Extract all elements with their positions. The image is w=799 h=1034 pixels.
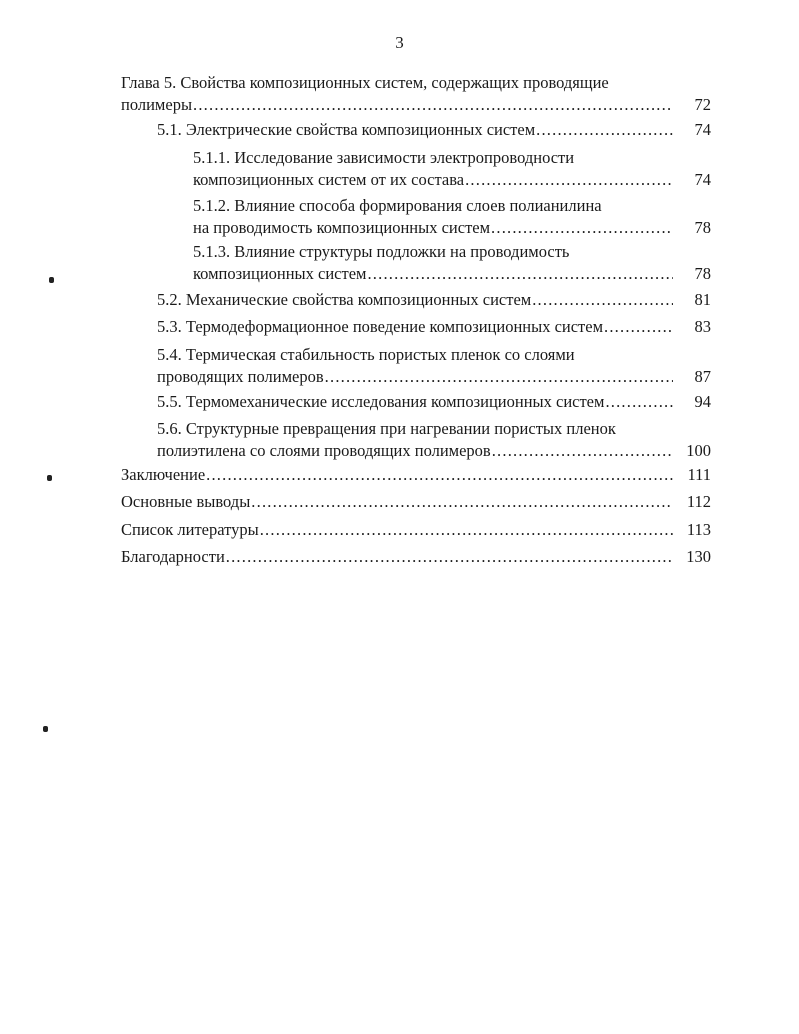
leader-dots xyxy=(260,519,673,541)
toc-entry-text: Заключение xyxy=(121,465,206,484)
leader-dots xyxy=(605,391,673,413)
leader-dots xyxy=(604,316,673,338)
toc-page-number: 78 xyxy=(694,264,711,283)
toc-entry-chapter-5[interactable] xyxy=(121,72,711,116)
toc-page-number: 78 xyxy=(694,218,711,237)
toc-entry-text: 5.2. Механические свойства композиционных систем xyxy=(157,290,532,309)
toc-entry-text: композиционных систем от их состава xyxy=(193,170,465,189)
toc-page-number: 74 xyxy=(694,120,711,139)
toc-entry-5-4[interactable] xyxy=(157,344,711,388)
toc-entry-5-2[interactable] xyxy=(157,289,711,311)
leader-dots xyxy=(492,440,673,462)
toc-entry-text: Благодарности xyxy=(121,547,225,566)
leader-dots xyxy=(536,119,673,141)
toc-entry-main-findings[interactable] xyxy=(121,491,711,513)
leader-dots xyxy=(193,94,673,116)
toc-page-number: 113 xyxy=(686,520,711,539)
toc-entry-5-6[interactable] xyxy=(157,418,711,462)
toc-entry-5-1-2[interactable] xyxy=(193,195,711,239)
toc-entry-text: Основные выводы xyxy=(121,492,251,511)
scan-speck xyxy=(43,726,48,732)
toc-entry-text: 5.1.2. Влияние способа формирования слоев полианилина xyxy=(193,196,602,215)
toc-entry-5-5[interactable] xyxy=(157,391,711,413)
toc-entry-text: полиэтилена со слоями проводящих полимеров xyxy=(157,441,491,460)
toc-entry-text: на проводимость композиционных систем xyxy=(193,218,491,237)
toc-entry-5-1[interactable] xyxy=(157,119,711,141)
leader-dots xyxy=(491,217,673,239)
scan-speck xyxy=(47,475,52,481)
toc-entry-conclusion[interactable] xyxy=(121,464,711,486)
toc-entry-5-1-3[interactable] xyxy=(193,241,711,285)
toc-page-number: 111 xyxy=(687,465,711,484)
page-number: 3 xyxy=(395,33,404,52)
toc-entry-text: Список литературы xyxy=(121,520,259,539)
scan-speck xyxy=(49,277,54,283)
toc-entry-text: 5.1.1. Исследование зависимости электропроводности xyxy=(193,148,575,167)
toc-page-number: 81 xyxy=(694,290,711,309)
toc-entry-text: 5.3. Термодеформационное поведение композиционных систем xyxy=(157,317,604,336)
toc-entry-text: Глава 5. Свойства композиционных систем, содержащих проводящие xyxy=(121,73,609,92)
toc-entry-text: 5.5. Термомеханические исследования композиционных систем xyxy=(157,392,605,411)
toc-entry-acknowledgements[interactable] xyxy=(121,546,711,568)
toc-entry-5-3[interactable] xyxy=(157,316,711,338)
toc-entry-text: 5.6. Структурные превращения при нагревании пористых пленок xyxy=(157,419,616,438)
toc-entry-text: 5.4. Термическая стабильность пористых пленок со слоями xyxy=(157,345,575,364)
leader-dots xyxy=(465,169,673,191)
toc-page-number: 100 xyxy=(686,441,711,460)
toc-entry-text: 5.1.3. Влияние структуры подложки на проводимость xyxy=(193,242,570,261)
toc-page-number: 74 xyxy=(694,170,711,189)
toc-entry-text: 5.1. Электрические свойства композиционных систем xyxy=(157,120,536,139)
leader-dots xyxy=(226,546,673,568)
leader-dots xyxy=(251,491,673,513)
toc-page-number: 87 xyxy=(694,367,711,386)
toc-entry-5-1-1[interactable] xyxy=(193,147,711,191)
leader-dots xyxy=(206,464,673,486)
leader-dots xyxy=(367,263,673,285)
toc-page-number: 94 xyxy=(694,392,711,411)
toc-page-number: 83 xyxy=(694,317,711,336)
leader-dots xyxy=(532,289,673,311)
toc-page-number: 130 xyxy=(686,547,711,566)
toc-entry-text: полимеры xyxy=(121,95,193,114)
toc-page-number: 72 xyxy=(694,95,711,114)
toc-entry-text: композиционных систем xyxy=(193,264,367,283)
toc-entry-text: проводящих полимеров xyxy=(157,367,324,386)
leader-dots xyxy=(325,366,673,388)
toc-entry-references[interactable] xyxy=(121,519,711,541)
toc-page-number: 112 xyxy=(686,492,711,511)
